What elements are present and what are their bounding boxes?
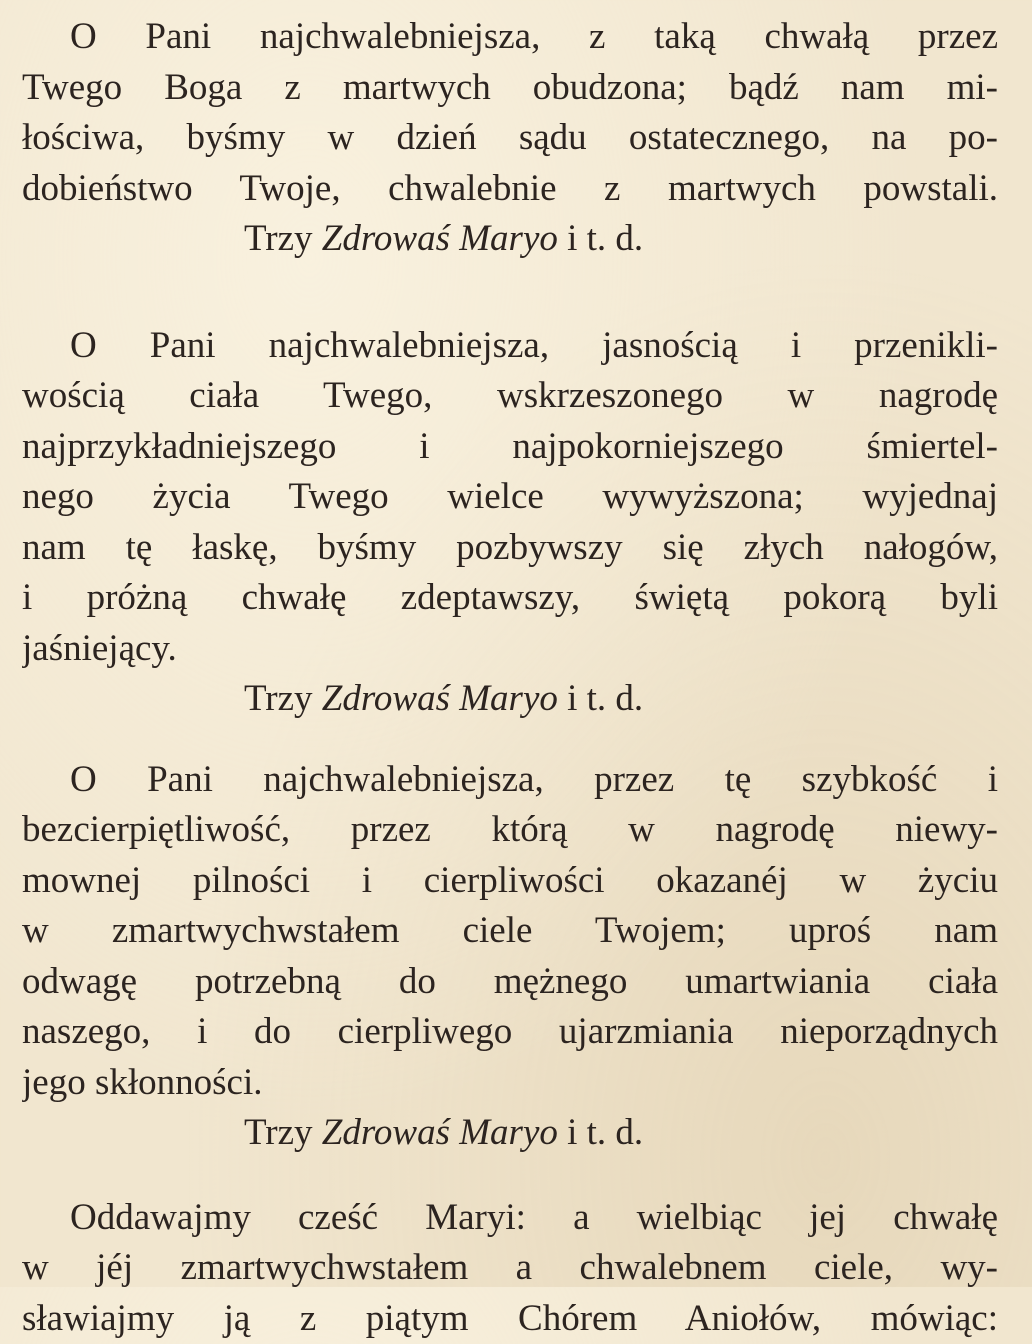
text-line: nam tę łaskę, byśmy pozbywszy się złych nałogów,	[22, 523, 998, 574]
refrain-prefix: Trzy	[244, 1112, 313, 1153]
refrain-prefix: Trzy	[244, 218, 313, 259]
text-line: O Pani najchwalebniejsza, przez tę szybkość i	[22, 755, 998, 806]
text-line: odwagę potrzebną do mężnego umartwiania ciała	[22, 957, 998, 1008]
paragraph-3	[22, 755, 998, 1109]
refrain-italic: Zdrowaś Maryo	[322, 1112, 558, 1153]
text-line: i próżną chwałę zdeptawszy, świętą pokorą byli	[22, 573, 998, 624]
text-line: dobieństwo Twoje, chwalebnie z martwych powstali.	[22, 164, 998, 215]
refrain-3	[22, 1108, 998, 1159]
text-line: O Pani najchwalebniejsza, z taką chwałą przez	[22, 12, 998, 63]
text-line: sławiajmy ją z piątym Chórem Aniołów, mówiąc:	[22, 1294, 998, 1344]
text-line: wością ciała Twego, wskrzeszonego w nagrodę	[22, 371, 998, 422]
text-line: jaśniejący.	[22, 624, 998, 675]
paragraph-4	[22, 1193, 998, 1344]
refrain-2	[22, 674, 998, 725]
paragraph-2	[22, 321, 998, 675]
text-line: jego skłonności.	[22, 1058, 998, 1109]
text-line: łościwa, byśmy w dzień sądu ostatecznego, na po-	[22, 113, 998, 164]
refrain-suffix: i t. d.	[567, 678, 643, 719]
text-line: w jéj zmartwychwstałem a chwalebnem ciele, wy-	[22, 1243, 998, 1294]
text-line: O Pani najchwalebniejsza, jasnością i przenikli-	[22, 321, 998, 372]
paragraph-gap	[22, 1159, 998, 1193]
text-line: Twego Boga z martwych obudzona; bądź nam mi-	[22, 63, 998, 114]
refrain-suffix: i t. d.	[567, 1112, 643, 1153]
refrain-italic: Zdrowaś Maryo	[322, 678, 558, 719]
paragraph-gap	[22, 725, 998, 755]
text-line: w zmartwychwstałem ciele Twojem; uproś nam	[22, 906, 998, 957]
refrain-italic: Zdrowaś Maryo	[322, 218, 558, 259]
text-line: nego życia Twego wielce wywyższona; wyjednaj	[22, 472, 998, 523]
refrain-suffix: i t. d.	[567, 218, 643, 259]
paragraph-1	[22, 12, 998, 214]
text-line: najprzykładniejszego i najpokorniejszego śmiertel-	[22, 422, 998, 473]
refrain-1	[22, 214, 998, 265]
text-line: Oddawajmy cześć Maryi: a wielbiąc jej chwałę	[22, 1193, 998, 1244]
text-line: bezcierpiętliwość, przez którą w nagrodę niewy-	[22, 805, 998, 856]
text-line: mownej pilności i cierpliwości okazanéj w życiu	[22, 856, 998, 907]
refrain-prefix: Trzy	[244, 678, 313, 719]
text-line: naszego, i do cierpliwego ujarzmiania nieporządnych	[22, 1007, 998, 1058]
paragraph-gap	[22, 265, 998, 321]
